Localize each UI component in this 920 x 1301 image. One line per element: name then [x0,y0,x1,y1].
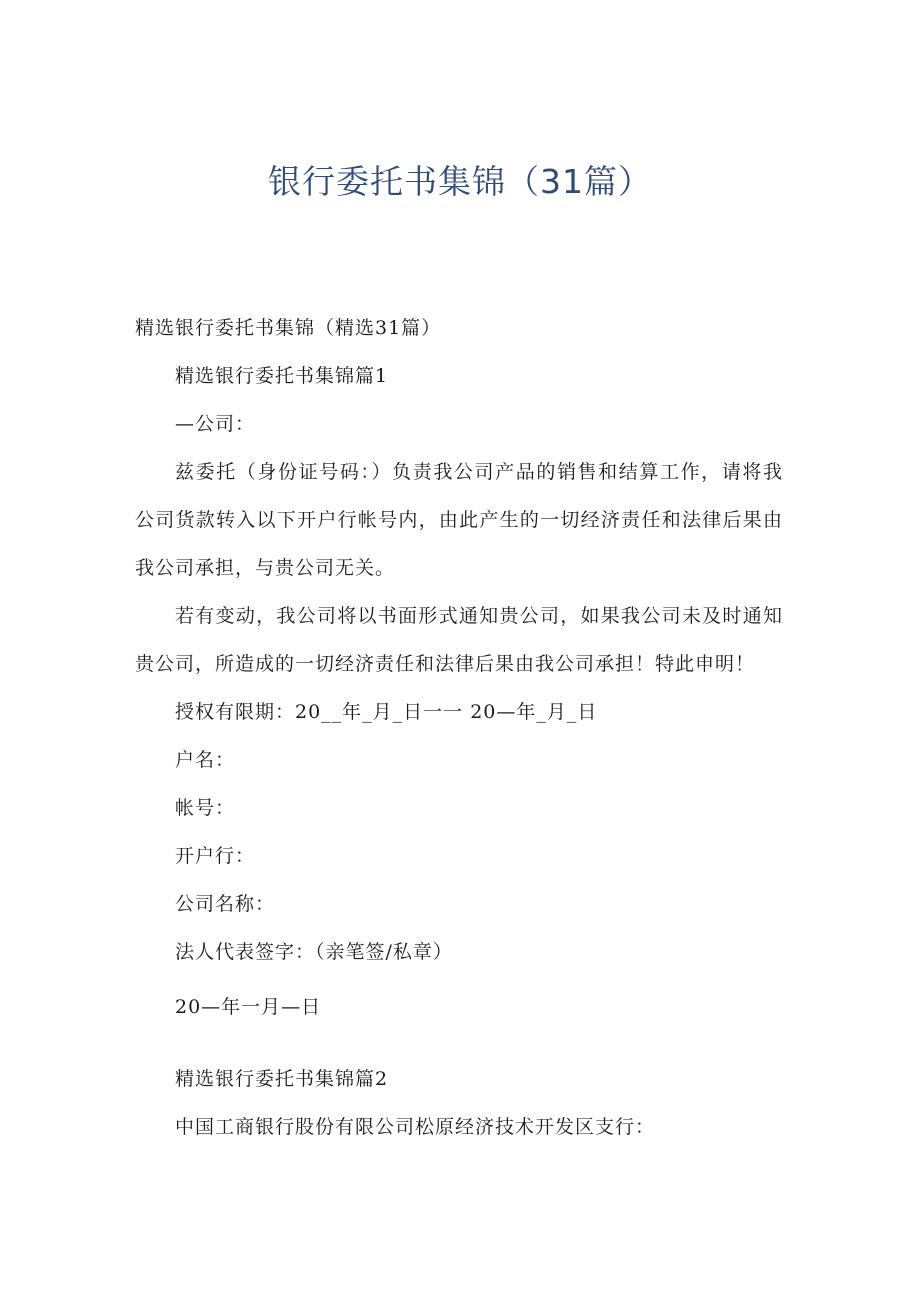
section2-addressee: 中国工商银行股份有限公司松原经济技术开发区支行： [175,1116,656,1138]
document-title: 银行委托书集锦（31篇） [268,162,652,201]
authorization-period: 授权有限期：20__年_月_日一一 20—年_月_日 [175,701,598,723]
section1-heading: 精选银行委托书集锦篇1 [175,365,389,387]
bank-field: 开户行： [175,845,256,867]
account-name-field: 户名： [175,749,236,771]
para1-line3: 我公司承担，与贵公司无关。 [135,557,396,579]
para1-line2: 公司货款转入以下开户行帐号内，由此产生的一切经济责任和法律后果由 [135,509,783,531]
date-field: 20—年一月—日 [175,996,322,1018]
company-name-field: 公司名称： [175,893,276,915]
salutation: —公司： [175,413,256,435]
para2-line1: 若有变动，我公司将以书面形式通知贵公司，如果我公司未及时通知 [175,605,783,627]
para2-line2: 贵公司，所造成的一切经济责任和法律后果由我公司承担！特此申明！ [135,653,756,675]
para1-line1: 兹委托（身份证号码：）负责我公司产品的销售和结算工作，请将我 [175,461,783,483]
account-number-field: 帐号： [175,797,236,819]
signature-field: 法人代表签字：（亲笔签/私章） [175,941,453,963]
section2-heading: 精选银行委托书集锦篇2 [175,1068,389,1090]
document-subtitle: 精选银行委托书集锦（精选31篇） [135,317,442,339]
